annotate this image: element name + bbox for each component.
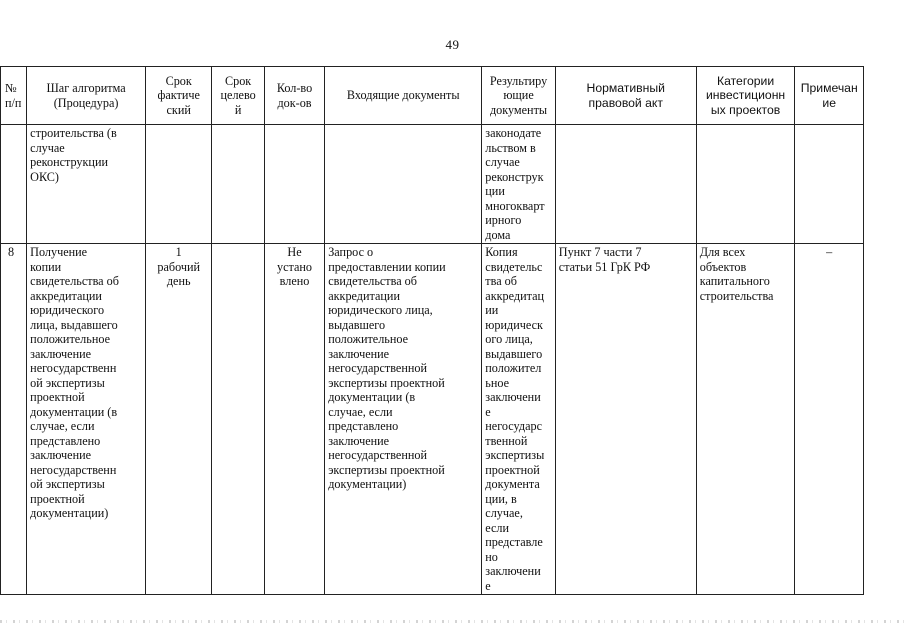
cell-note xyxy=(795,125,864,244)
procedure-table xyxy=(0,66,864,595)
header-note: Примечан ие xyxy=(795,67,864,125)
header-result-docs: Результиру ющие документы xyxy=(482,67,556,125)
scan-artifact-line xyxy=(0,620,905,623)
header-incoming-docs: Входящие документы xyxy=(325,67,482,125)
cell-result-docs: законодате льством в случае реконструк ции многокварт ирного дома xyxy=(482,125,556,244)
header-investment-categories: Категории инвестиционн ых проектов xyxy=(696,67,795,125)
table-header-row xyxy=(1,67,864,125)
header-target-term: Срок целево й xyxy=(212,67,264,125)
cell-incoming-docs: Запрос о предоставлении копии свидетельства об аккредитации юридического лица, выдавшего положительное заключение негосударственной экспертизы проектной документации (в случае, если представлено заключение негосударственной экспертизы проектной документации) xyxy=(325,244,482,595)
cell-num xyxy=(1,125,27,244)
header-doc-count: Кол-во док-ов xyxy=(264,67,324,125)
cell-target-term xyxy=(212,125,264,244)
cell-target-term xyxy=(212,244,264,595)
cell-step: Получение копии свидетельства об аккредитации юридического лица, выдавшего положительное заключение негосударственн ой экспертизы проектной документации (в случае, если представлено заключение негосударственн ой экспертизы проектной документации) xyxy=(27,244,146,595)
table-row xyxy=(1,244,864,595)
cell-doc-count: Не устано влено xyxy=(264,244,324,595)
cell-normative-act: Пункт 7 части 7 статьи 51 ГрК РФ xyxy=(555,244,696,595)
cell-result-docs: Копия свидетельс тва об аккредитац ии юридическ ого лица, выдавшего положител ьное заключени е негосударс твенной экспертизы проектной документа ции, в случае, если представле но заключени е xyxy=(482,244,556,595)
cell-actual-term xyxy=(145,125,211,244)
cell-step: строительства (в случае реконструкции ОКС) xyxy=(27,125,146,244)
cell-investment-categories xyxy=(696,125,795,244)
cell-actual-term: 1 рабочий день xyxy=(145,244,211,595)
cell-doc-count xyxy=(264,125,324,244)
cell-normative-act xyxy=(555,125,696,244)
table-row xyxy=(1,125,864,244)
header-num: № п/п xyxy=(1,67,27,125)
header-actual-term: Срок фактиче ский xyxy=(145,67,211,125)
cell-investment-categories: Для всех объектов капитального строительства xyxy=(696,244,795,595)
cell-incoming-docs xyxy=(325,125,482,244)
header-step: Шаг алгоритма (Процедура) xyxy=(27,67,146,125)
cell-num: 8 xyxy=(1,244,27,595)
header-normative-act: Нормативный правовой акт xyxy=(555,67,696,125)
cell-note: – xyxy=(795,244,864,595)
page-number: 49 xyxy=(445,37,460,52)
